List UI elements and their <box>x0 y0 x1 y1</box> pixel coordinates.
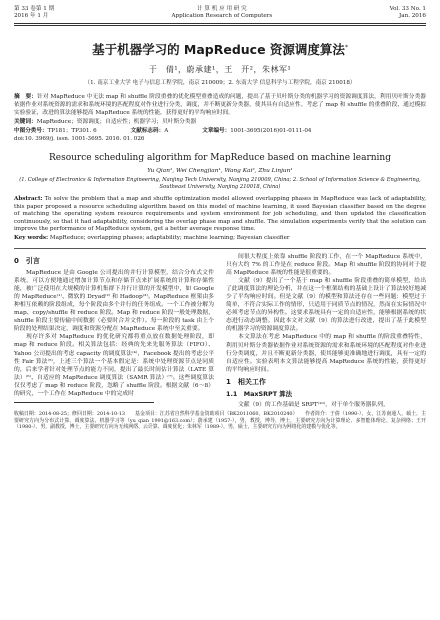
right-column <box>226 253 426 409</box>
affiliation-cn: （1. 南京工业大学 电子与信息工程学院，南京 210009；2. 东南大学 信息科学与工程学院，南京 210018） <box>84 80 356 86</box>
clc-number: 中图分类号：TP181；TP301. 6 <box>14 128 97 134</box>
authors-cn: 于 倩¹，蔚承建¹，王 开²，朱林军¹ <box>148 65 292 74</box>
keywords-en: Key words: MapReduce; overlapping phases; adaptability; machine learning; Bayesian classifier <box>14 234 290 241</box>
subsection-heading: 1.1 MaxSRPT 算法 <box>226 389 293 398</box>
section-heading-intro: 0 引言 <box>14 257 40 265</box>
body-columns <box>14 253 426 409</box>
header-rule <box>14 23 426 24</box>
paragraph: 现存许多对 MapReduce 的优化研究都将重点放在数据处理阶段，即 map 和 reduce 阶段。相关算法包括：经典的先来先服务算法（FIFO）、Yahoo 公司提出的考虑 capacity 的调度算法⁽⁴⁾，Facebook 提出的考虑公平性 Fair 算法⁽⁵⁾，上述三个算法一个基本假定是：系统中处理资源节点是同质的，后来学者针对处理节点的能力不同，提出了最长时间估计算法（LATE 算法）⁽⁶⁾、自适应的 MapReduce 调度算法（SAMR 算法）⁽⁷⁾。这些调度算法仅仅考虑了 map 和 reduce 阶段，忽略了 shuffle 阶段。根据文献（6～8）的研究，一个工作在 MapReduce 中的完成时 <box>14 334 214 397</box>
classification-row <box>14 127 426 135</box>
paragraph: 文献（9）提出了一个基于 map 和 shuffle 阶段重叠的简单模型，给出了此调度算法的理论分析，并在这一个框架结构的基础上设计了算法较好地减少了平均响应时间。但是文献（9）的模型和算法还存在一些问题：模型过于简单，不符合实际工作的情形，只适用于同质节点的情况，然而在实际情况中必须考虑节点的异构性。这要求系统具有一定的自适应性，能够根据系统的状态进行动态调整。因此本文对文献（9）的算法进行改进，提出了基于此模型的机器学习的资源调度算法。 <box>226 278 426 333</box>
abstract-en: Abstract: To solve the problem that a map and shuffle optimization model allowed overlapping phases in MapReduce was lack of adaptability, this paper proposed a resource scheduling algorithm based on this model of machine learning, it used Bayesian classifier based on the degree of matching the operating system resource requirements and system environment for job scheduling, and then updated the classification continuously, so that it had adaptability, considering the overlap phase map and shuffle. The simulation experiments verify that the solution can improve the performance of MapReduce system, get a better average response time. <box>14 196 426 232</box>
keywords-cn: 关键词：MapReduce；资源调度；自适应性；机器学习；贝叶斯分类器 <box>14 119 197 125</box>
page-header <box>14 6 426 22</box>
section-heading-related: 1 相关工作 <box>226 377 266 386</box>
doi: doi:10. 3969/j. issn. 1001-3695. 2016. 01. 026 <box>14 136 145 142</box>
paragraph: 文献（9）的工作基础是 SRPT⁽¹⁰⁾，对于单个服务器队列， <box>238 401 389 408</box>
paragraph: 本文算法在考虑 MapReduce 中的 map 和 shuffle 的阶段重叠特性，利用贝叶斯分类器依据作业对系统资源的需求和系统环境的匹配程度对作业进行分类调度，并且不断更新分类器，使其能够更准确地进行调度，具有一定的自适应性。实验表明本文算法能够提高 MapReduce 系统的性能，获得更好的平均响应时间。 <box>226 334 426 373</box>
abstract-separator <box>14 248 426 249</box>
header-left: 第 33 卷第 1 期 2016 年 1 月 <box>14 6 55 19</box>
paragraph: 间很大程度上依靠 shuffle 阶段的工作，在一个 MapReduce 系统中，只有大约 7% 的工作是在 reduce 阶段。Map 和 shuffle 阶段的协同对于提高 MapReduce 系统的性能是很重要的。 <box>226 254 426 277</box>
doc-code: 文献标志码：A <box>130 128 169 134</box>
header-center: 计 算 机 应 用 研 究 Application Research of Computers <box>171 6 273 19</box>
article-number: 文章编号：1001-3695(2016)01-0111-04 <box>202 128 312 134</box>
paper-title-cn: 基于机器学习的 MapReduce 资源调度算法* <box>92 42 348 57</box>
header-right: Vol. 33 No. 1 Jan. 2016 <box>389 6 426 19</box>
paper-title-en: Resource scheduling algorithm for MapReduce based on machine learning <box>48 153 391 163</box>
paragraph: MapReduce 是由 Google 公司提出的并行计算模型，结合分布式文件系统，可以方便地通过增加计算节点和存储节点来扩展系统的计算和存储性能，被广泛使用在大规模的计算机集群下并行计算的开发模型中，如 Google 的 MapReduce⁽¹⁾、微软的 Dryad⁽²⁾ 和 Hadoop⁽³⁾。MapReduce 框架由多种相互依赖的阶段组成，每个阶段由多个并行的任务组成。一个工作被分解为 map、copy/shuffle 和 reduce 阶段。Map 和 reduce 阶段一般处理数据，shuffle 阶段主要传输中间数据（必要时合并文件）。每一阶段的 task 由上个阶段的处理结果决定，调度和资源分配在 MapReduce 系统中至关重要。 <box>14 270 214 333</box>
footnote: 收稿日期：2014-08-25；修回日期：2014-10-13 基金项目：江苏省自然科学基金资助项目（BK2011060，BK2010240） 作者简介：于倩（1990-），女，江苏南通人，硕士，主要研究方向为分布式计算、调度算法、机器学习等（yu_qian_1991@163.com）；蔚承建（1957-），男，教授，博导，博士，主要研究方向为计算理论、多智能体理论、复杂网络；王开（1980-），男，副教授，博士，主要研究方向为无线网络、云计算、调度优化；朱林军（1989-），男，硕士，主要研究方向为网络化的建模与优化等。 <box>14 410 426 431</box>
footnote-rule <box>14 402 154 403</box>
affiliation-en: (1. College of Electronics & Information Engineering, Nanjing Tech University, Nanjing 210009, China; 2. School of Information Science & Engineering, Southeast University, Nanjing 210018, China) <box>19 177 421 190</box>
authors-en: Yu Qian¹, Wei Chengjian¹, Wang Kai², Zhu Linjun¹ <box>147 168 293 174</box>
header-rule-thin <box>14 25 426 26</box>
abstract-cn: 摘 要：针对 MapReduce 中无法 map 和 shuffle 阶段重叠的优化模型重叠造成的问题，提出了基于贝叶斯分类的机器学习的资源调度算法，利用贝叶斯分类器依据作业对系统资源的需求和系统环境的匹配程度对作业进行分类，调度，并不断更新分类器，使其具有自适应性。考虑了 map 和 shuffle 的重叠阶段，通过模拟实验验证，改进的算法能够提高 MapReduce 系统的性能，获得更好的平均响应时间。 <box>14 94 426 116</box>
left-column <box>14 253 214 409</box>
